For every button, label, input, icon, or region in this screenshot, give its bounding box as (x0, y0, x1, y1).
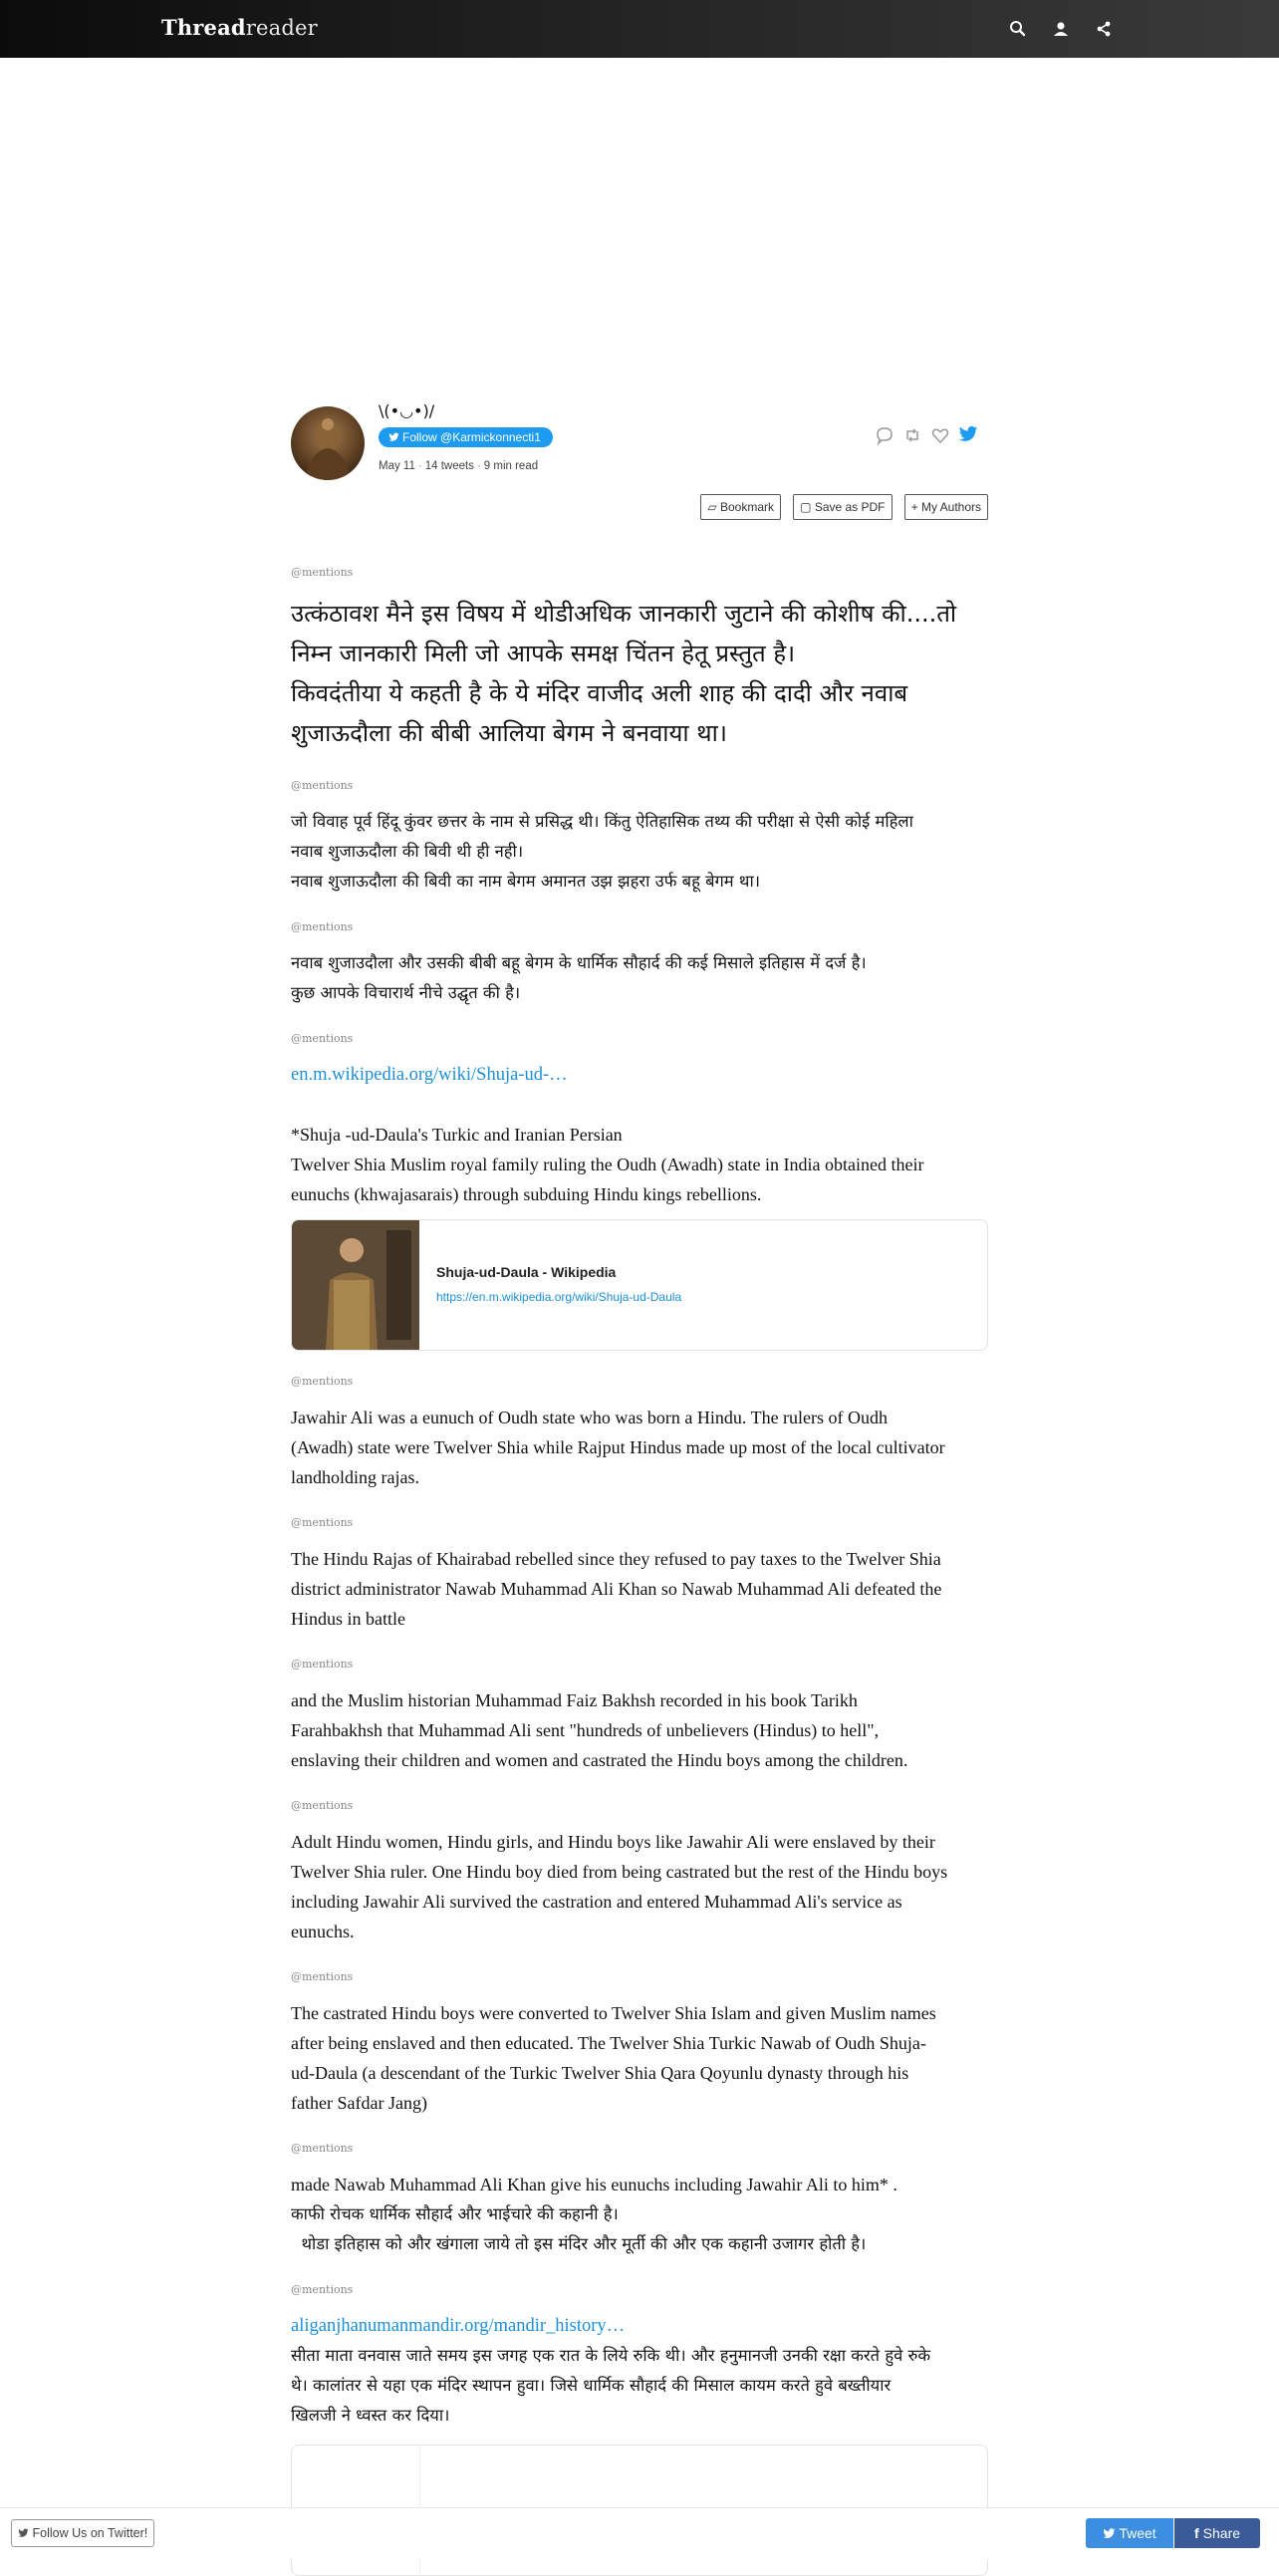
tweet-text: थे। कालांतर से यहा एक मंदिर स्थापन हुवा। जिसे धार्मिक सौहार्द की मिसाल कायम करते हुवे बख्तीयार (291, 2376, 892, 2395)
tweet-text: उत्कंठावश मैने इस विषय में थोडीअधिक जानकारी जुटाने की कोशीष की....तो (291, 600, 957, 628)
tweet-text: after being enslaved and then educated. The Twelver Shia Turkic Nawab of Oudh Shuja- (291, 2033, 926, 2053)
tweet-text: and the Muslim historian Muhammad Faiz Bakhsh recorded in his book Tarikh (291, 1690, 858, 1710)
bookmark-button[interactable]: ▱ Bookmark (700, 494, 781, 520)
tweet-10 (291, 2142, 988, 2259)
bookmark-icon: ▱ (707, 500, 717, 514)
tweet-text: eunuchs. (291, 1922, 355, 1941)
facebook-share-button[interactable]: f Share (1174, 2518, 1260, 2548)
follow-button[interactable]: Follow @Karmickonnecti1 (379, 427, 553, 447)
tweet-link[interactable]: aliganjhanumanmandir.org/mandir_history… (291, 2316, 626, 2336)
tweet-9 (291, 1970, 988, 2118)
mention-label[interactable]: @mentions (291, 1658, 354, 1671)
save-pdf-button[interactable]: ▢ Save as PDF (793, 494, 892, 520)
tweet-text: सीता माता वनवास जाते समय इस जगह एक रात के लिये रुकि थी। और हनुमानजी उनकी रक्षा करते हुवे रुके (291, 2346, 931, 2365)
tweet-text: नवाब शुजाउदौला और उसकी बीबी बहू बेगम के धार्मिक सौहार्द की कई मिसाले इतिहास में दर्ज है। (291, 953, 867, 972)
tweet-text: father Safdar Jang) (291, 2093, 427, 2113)
top-navbar (0, 0, 1279, 58)
tweet-text: शुजाऊदौला की बीबी आलिया बेगम ने बनवाया था। (291, 719, 727, 747)
mention-label[interactable]: @mentions (291, 1032, 354, 1045)
tweet-text: made Nawab Muhammad Ali Khan give his eunuchs including Jawahir Ali to him* . (291, 2175, 897, 2194)
tweet-text: Farahbakhsh that Muhammad Ali sent "hundreds of unbelievers (Hindus) to hell", (291, 1720, 880, 1740)
mention-label[interactable]: @mentions (291, 1375, 354, 1388)
tweet-1 (291, 566, 988, 753)
tweet-text: including Jawahir Ali survived the castration and entered Muhammad Ali's service as (291, 1892, 902, 1912)
twitter-bird-icon (1103, 2528, 1116, 2539)
thread-date: May 11 (379, 460, 415, 472)
read-time: 9 min read (483, 460, 539, 472)
tweet-text: eunuchs (khwajasarais) through subduing Hindu kings rebellions. (291, 1184, 762, 1204)
tweet-text: Adult Hindu women, Hindu girls, and Hindu boys like Jawahir Ali were enslaved by their (291, 1832, 935, 1852)
thread-actions (875, 424, 981, 445)
my-authors-button[interactable]: + My Authors (904, 494, 988, 520)
thread-content (291, 566, 988, 2576)
mention-label[interactable]: @mentions (291, 1970, 354, 1983)
tweet-text: landholding rajas. (291, 1467, 419, 1487)
bottom-bar (0, 2507, 1279, 2559)
twitter-bird-icon (388, 432, 399, 442)
reply-icon[interactable] (875, 425, 895, 445)
tweet-text: नवाब शुजाऊदौला की बिवी का नाम बेगम अमानत उझ झहरा उर्फ बहू बेगम था। (291, 872, 760, 891)
preview-thumbnail (292, 1220, 419, 1350)
mention-label[interactable]: @mentions (291, 1516, 354, 1529)
thread-toolbar (693, 494, 988, 520)
mention-label[interactable]: @mentions (291, 1799, 354, 1812)
file-icon: ▢ (800, 500, 812, 514)
tweet-text: जो विवाह पूर्व हिंदू कुंवर छत्तर के नाम से प्रसिद्ध थी। किंतु ऐतिहासिक तथ्य की परीक्षा से ऐसी कोई महिला (291, 812, 913, 831)
tweet-link[interactable]: en.m.wikipedia.org/wiki/Shuja-ud-… (291, 1065, 568, 1085)
avatar[interactable] (291, 406, 365, 480)
preview-title[interactable]: Shuja-ud-Daula - Wikipedia (436, 1264, 617, 1280)
link-preview-card[interactable] (291, 1219, 988, 1351)
tweet-text: किवदंतीया ये कहती है के ये मंदिर वाजीद अली शाह की दादी और नवाब (291, 679, 908, 707)
mention-label[interactable]: @mentions (291, 566, 354, 579)
tweet-text: The Hindu Rajas of Khairabad rebelled since they refused to pay taxes to the Twelver Shia (291, 1549, 941, 1569)
mention-label[interactable]: @mentions (291, 779, 354, 792)
mention-label[interactable]: @mentions (291, 920, 354, 933)
tweet-text: निम्न जानकारी मिली जो आपके समक्ष चिंतन हेतू प्रस्तुत है। (291, 640, 796, 667)
mention-label[interactable]: @mentions (291, 2283, 354, 2296)
twitter-icon[interactable] (958, 425, 978, 445)
facebook-icon: f (1193, 2525, 1199, 2541)
tweet-text: कुछ आपके विचारार्थ नीचे उद्घृत की है। (291, 983, 521, 1002)
tweet-6 (291, 1516, 988, 1634)
tweet-text: Hindus in battle (291, 1609, 405, 1629)
tweet-text: district administrator Nawab Muhammad Ali Khan so Nawab Muhammad Ali defeated the (291, 1579, 942, 1599)
plus-icon: + (910, 500, 918, 514)
tweet-text: Twelver Shia Muslim royal family ruling the Oudh (Awadh) state in India obtained their (291, 1155, 924, 1174)
tweet-text: enslaving their children and women and castrated the Hindu boys among the children. (291, 1750, 908, 1770)
tweet-text: खिलजी ने ध्वस्त कर दिया। (291, 2406, 450, 2425)
tweet-8 (291, 1799, 988, 1946)
tweet-text: Twelver Shia ruler. One Hindu boy died from being castrated but the rest of the Hindu boys (291, 1862, 948, 1882)
tweet-3 (291, 920, 988, 1008)
like-icon[interactable] (930, 425, 950, 445)
tweet-text: Jawahir Ali was a eunuch of Oudh state who was born a Hindu. The rulers of Oudh (291, 1408, 889, 1427)
tweet-count: 14 tweets (424, 460, 474, 472)
preview-url[interactable]: https://en.m.wikipedia.org/wiki/Shuja-ud-Daula (436, 1290, 682, 1304)
user-icon[interactable] (1049, 17, 1073, 41)
author-name[interactable]: \(•◡•)/͏ (379, 401, 435, 420)
share-icon[interactable] (1092, 17, 1116, 41)
follow-us-button[interactable]: Follow Us on Twitter! (11, 2519, 154, 2547)
tweet-text: *Shuja -ud-Daula's Turkic and Iranian Persian (291, 1125, 623, 1145)
site-logo[interactable]: Threadreader (161, 15, 318, 40)
tweet-text: नवाब शुजाऊदौला की बिवी थी ही नही। (291, 842, 524, 861)
mention-label[interactable]: @mentions (291, 2142, 354, 2155)
tweet-5 (291, 1375, 988, 1492)
tweet-2 (291, 779, 988, 897)
twitter-bird-icon (18, 2528, 29, 2538)
thread-meta: May 11 · 14 tweets · 9 min read (379, 460, 539, 472)
tweet-button[interactable]: Tweet (1086, 2518, 1173, 2548)
tweet-7 (291, 1658, 988, 1775)
search-icon[interactable] (1006, 17, 1030, 41)
tweet-4 (291, 1032, 988, 1351)
tweet-text: थोडा इतिहास को और खंगाला जाये तो इस मंदिर और मूर्ती की और एक कहानी उजागर होती है। (291, 2234, 867, 2253)
tweet-text: The castrated Hindu boys were converted to Twelver Shia Islam and given Muslim names (291, 2003, 936, 2023)
tweet-text: काफी रोचक धार्मिक सौहार्द और भाईचारे की कहानी है। (291, 2204, 619, 2223)
retweet-icon[interactable] (902, 425, 922, 445)
tweet-text: ud-Daula (a descendant of the Turkic Twelver Shia Qara Qoyunlu dynasty through his (291, 2063, 909, 2083)
tweet-text: (Awadh) state were Twelver Shia while Rajput Hindus made up most of the local cultivator (291, 1437, 945, 1457)
